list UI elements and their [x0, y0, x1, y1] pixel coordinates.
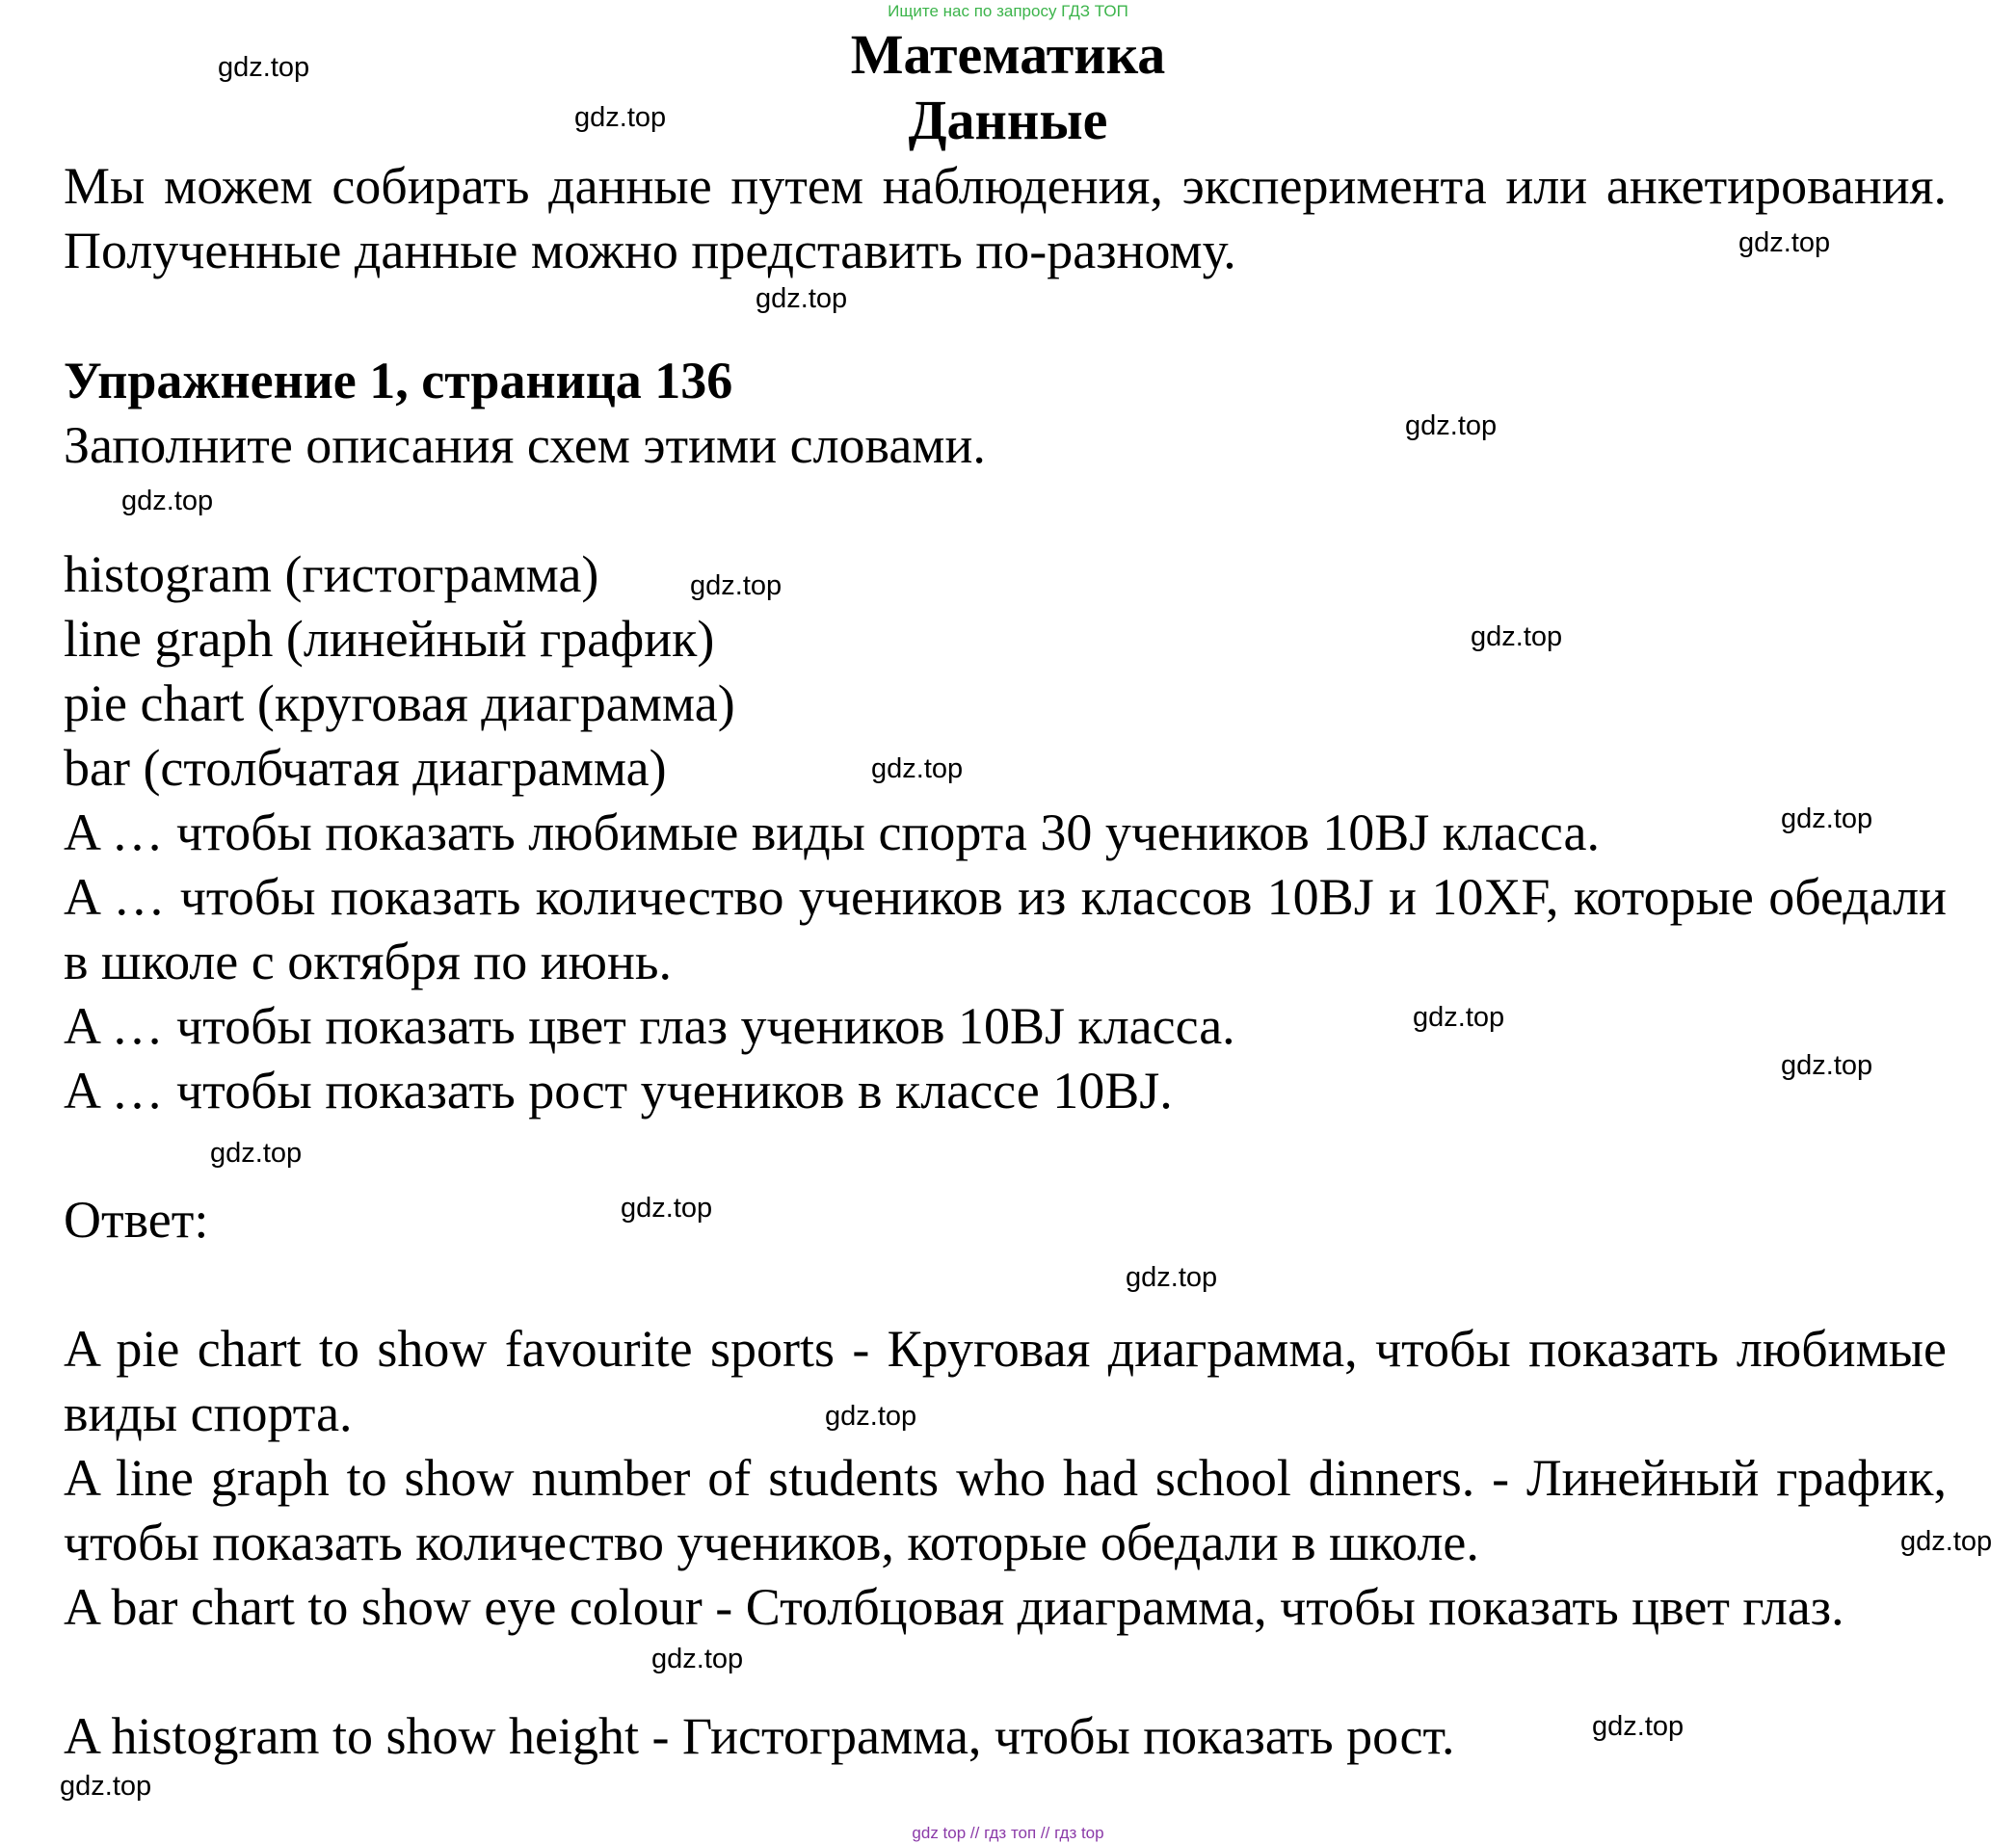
task-3: A … чтобы показать цвет глаз учеников 10BJ класса. [64, 997, 1235, 1055]
page-subtitle: Данные [908, 89, 1108, 151]
watermark: gdz.top [1781, 1050, 1873, 1081]
answer-item-2: A line graph to show number of students who had school dinners. - Линейный график, чтобы показать количество учеников, которые обедали в школе. [64, 1449, 1947, 1571]
top-banner: Ищите нас по запросу ГДЗ ТОП [888, 2, 1128, 20]
watermark: gdz.top [121, 486, 214, 516]
task-2: A … чтобы показать количество учеников из классов 10BJ и 10XF, которые обедали в школе с октября по июнь. [64, 868, 1947, 990]
answer-item-4: A histogram to show height - Гистограмма, чтобы показать рост. [64, 1707, 1455, 1765]
watermark: gdz.top [756, 283, 848, 314]
word-bar: bar (столбчатая диаграмма) [64, 739, 667, 797]
task-1: A … чтобы показать любимые виды спорта 30 учеников 10BJ класса. [64, 803, 1601, 861]
watermark: gdz.top [690, 570, 783, 601]
exercise-heading: Упражнение 1, страница 136 [64, 352, 733, 409]
watermark: gdz.top [621, 1193, 713, 1224]
intro-paragraph: Мы можем собирать данные путем наблюдения, эксперимента или анкетирования. Полученные данные можно представить по-разному. [64, 157, 1947, 279]
watermark: gdz.top [1592, 1711, 1684, 1742]
watermark: gdz.top [871, 753, 964, 784]
task-4: A … чтобы показать рост учеников в классе 10BJ. [64, 1062, 1173, 1120]
watermark: gdz.top [1413, 1002, 1505, 1033]
answer-item-1: A pie chart to show favourite sports - Круговая диаграмма, чтобы показать любимые виды спорта. [64, 1320, 1947, 1442]
watermark: gdz.top [651, 1644, 744, 1674]
watermark: gdz.top [1405, 410, 1498, 441]
exercise-instruction: Заполните описания схем этими словами. [64, 416, 986, 474]
watermark: gdz.top [1126, 1262, 1218, 1293]
word-pie-chart: pie chart (круговая диаграмма) [64, 674, 735, 732]
answer-item-3: A bar chart to show eye colour - Столбцовая диаграмма, чтобы показать цвет глаз. [64, 1578, 1844, 1636]
watermark: gdz.top [574, 102, 667, 133]
page-title: Математика [850, 23, 1166, 86]
watermark: gdz.top [825, 1401, 917, 1432]
watermark: gdz.top [60, 1771, 152, 1802]
answer-label: Ответ: [64, 1191, 209, 1249]
watermark: gdz.top [1471, 621, 1563, 652]
word-line-graph: line graph (линейный график) [64, 610, 715, 668]
watermark: gdz.top [218, 52, 310, 83]
footer-watermark: gdz top // гдз топ // гдз top [912, 1824, 1104, 1842]
watermark: gdz.top [1900, 1526, 1993, 1557]
watermark: gdz.top [1738, 227, 1831, 258]
word-histogram: histogram (гистограмма) [64, 545, 599, 603]
watermark: gdz.top [210, 1138, 303, 1169]
watermark: gdz.top [1781, 803, 1873, 834]
